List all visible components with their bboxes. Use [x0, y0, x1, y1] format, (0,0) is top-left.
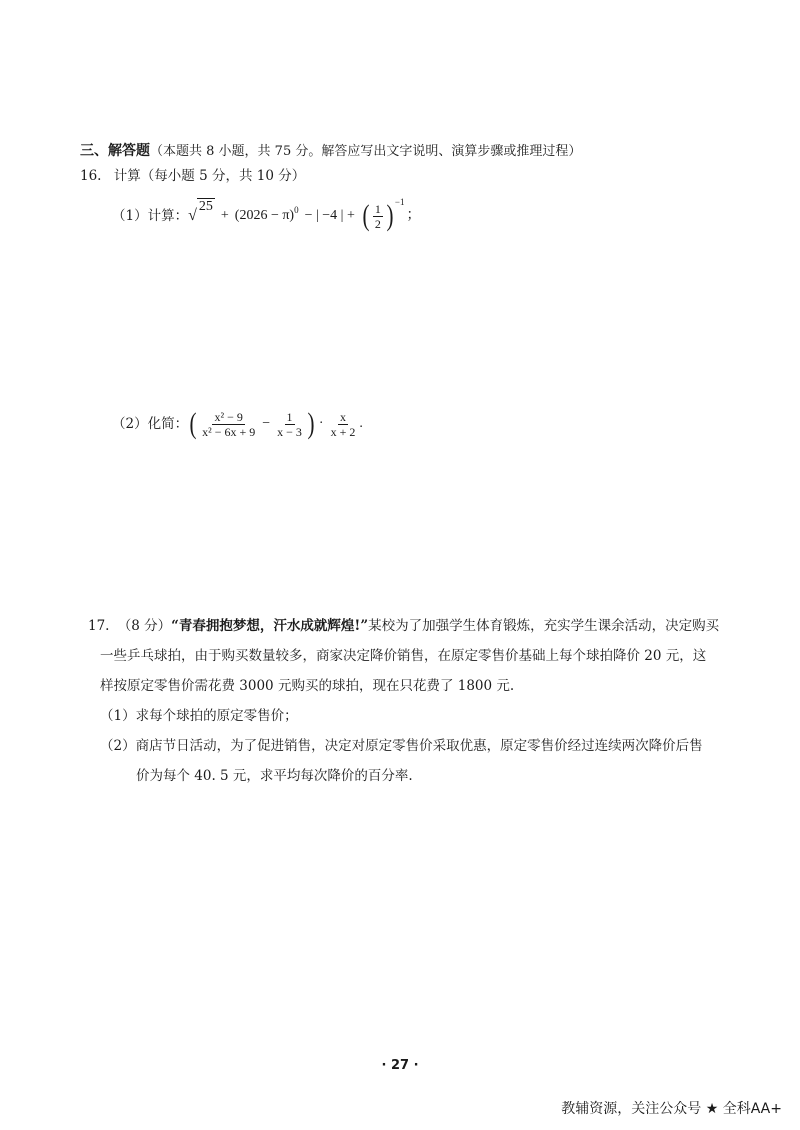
fraction-3 — [329, 410, 358, 439]
denominator: x − 3 — [277, 424, 302, 439]
question-number: 17. — [88, 618, 110, 634]
left-paren: ( — [362, 199, 370, 232]
part-label: （2）化简： — [112, 416, 189, 432]
fraction-1 — [200, 410, 257, 439]
expression-2 — [188, 404, 363, 444]
multiply-dot: · — [318, 416, 324, 431]
radicand: 25 — [198, 199, 213, 214]
footer-watermark: 教辅资源，关注公众号 ★ 全科AA+ — [561, 1101, 782, 1117]
question-16-part-1 — [112, 196, 420, 236]
minus-sign: − — [262, 416, 271, 431]
right-paren: ) — [307, 407, 315, 440]
section-note: （本题共 8 小题，共 75 分。解答应写出文字说明、演算步骤或推理过程） — [150, 144, 582, 159]
abs-term: − | −4 | + — [304, 208, 355, 223]
exponent-zero: 0 — [294, 205, 299, 215]
question-16-part-2 — [112, 404, 363, 444]
q17-sub-2-line-2: 价为每个 40. 5 元，求平均每次降价的百分率. — [136, 768, 413, 784]
question-points: （8 分） — [117, 618, 172, 634]
exponent-neg-one: −1 — [394, 197, 405, 207]
question-17-body — [88, 611, 720, 791]
numerator: x — [339, 409, 346, 424]
expression-1 — [188, 196, 420, 236]
section-heading — [80, 142, 581, 161]
left-paren: ( — [189, 407, 197, 440]
body-line-1: 某校为了加强学生体育锻炼，充实学生课余活动，决定购买 — [368, 618, 720, 634]
q17-line-1 — [88, 611, 720, 641]
numerator: 1 — [374, 201, 381, 216]
q17-sub-1: （1）求每个球拍的原定零售价； — [100, 708, 298, 724]
numerator: x² − 9 — [214, 409, 243, 424]
part-label: （1）计算： — [112, 208, 189, 224]
q17-line-2: 一些乒乓球拍，由于购买数量较多，商家决定降价销售，在原定零售价基础上每个球拍降价 20 元，这 — [100, 648, 707, 664]
right-paren: ) — [386, 199, 394, 232]
denominator: 2 — [374, 216, 381, 231]
radical-sign-icon: √ — [188, 207, 197, 224]
denominator: x + 2 — [330, 424, 356, 439]
end-punct: . — [359, 416, 363, 431]
numerator: 1 — [286, 409, 293, 424]
fraction-2 — [275, 410, 304, 439]
page-number: · 27 · — [381, 1058, 419, 1073]
denominator: x² − 6x + 9 — [202, 424, 256, 439]
question-16-header — [80, 167, 305, 185]
fraction-half — [373, 202, 383, 231]
q17-sub-2-line-1: （2）商店节日活动，为了促进销售，决定对原定零售价采取优惠，原定零售价经过连续两次降价后售 — [100, 738, 703, 754]
question-title: 计算（每小题 5 分，共 10 分） — [113, 168, 306, 184]
plus-sign: + — [220, 208, 229, 223]
group-term: (2026 − π) — [234, 208, 295, 223]
question-quote: “青春拥抱梦想，汗水成就辉煌!” — [171, 618, 369, 634]
end-punct: ； — [406, 208, 421, 223]
square-root — [188, 196, 215, 236]
section-title: 三、解答题 — [80, 143, 150, 159]
q17-line-3: 样按原定零售价需花费 3000 元购买的球拍，现在只花费了 1800 元. — [100, 678, 515, 694]
question-number: 16. — [80, 168, 102, 184]
